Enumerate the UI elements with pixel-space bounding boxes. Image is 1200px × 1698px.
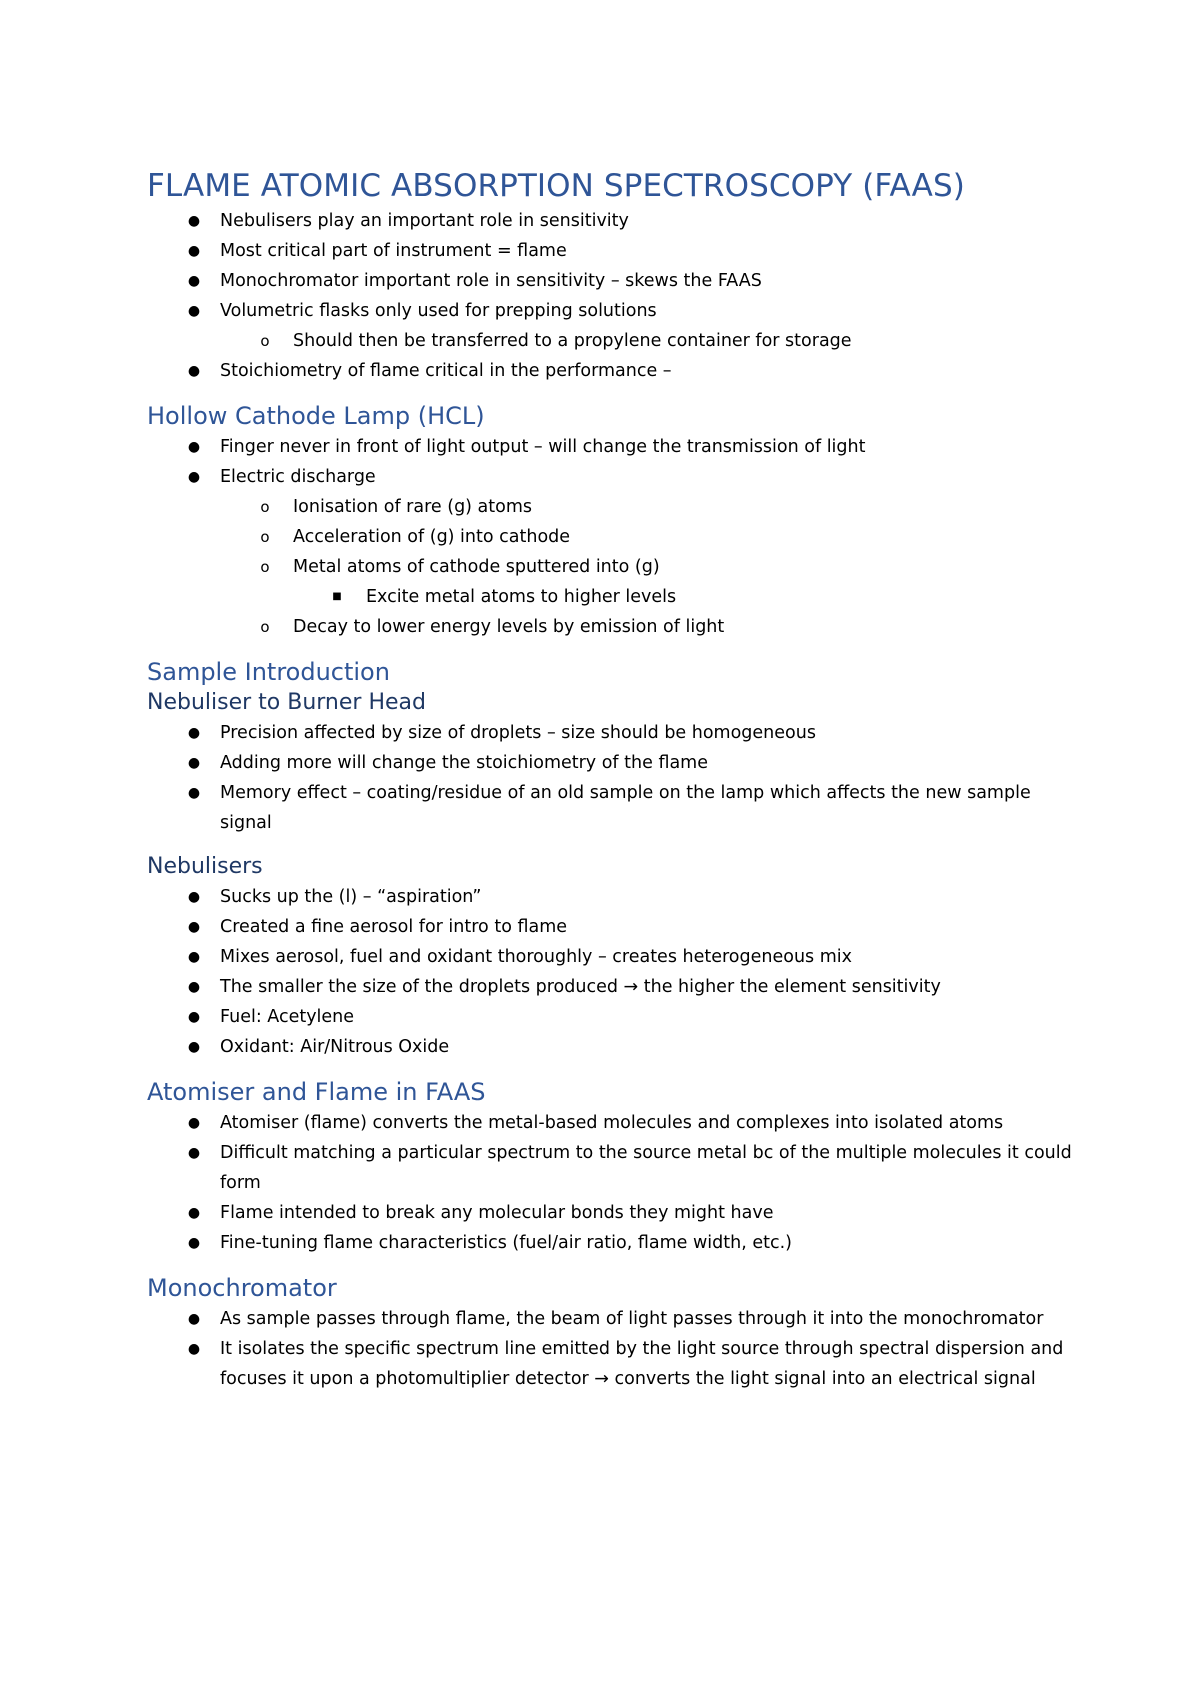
bullet-icon: ● xyxy=(187,1009,201,1025)
bullet-icon: ● xyxy=(187,469,201,485)
section-heading-atomiser: Atomiser and Flame in FAAS xyxy=(147,1078,486,1106)
bullet-icon: ● xyxy=(187,243,201,259)
bullet-icon: ● xyxy=(187,785,201,801)
section-heading-sample-introduction: Sample Introduction xyxy=(147,658,390,686)
list-item: ● Electric discharge xyxy=(147,462,1077,492)
list-item: ● Sucks up the (l) – “aspiration” xyxy=(147,882,1077,912)
sub-list-item: o Acceleration of (g) into cathode xyxy=(147,522,1077,552)
list-item: ● It isolates the specific spectrum line emitted by the light source through spectral dispersion and focuses it upon a photomultiplier detector → converts the light signal into an electrical signal xyxy=(147,1334,1077,1394)
bullet-icon: ● xyxy=(187,363,201,379)
bullet-icon: ● xyxy=(187,303,201,319)
bullet-icon: ● xyxy=(187,1039,201,1055)
bullet-icon: ● xyxy=(187,1115,201,1131)
circle-bullet-icon: o xyxy=(260,558,270,576)
bullet-icon: ● xyxy=(187,919,201,935)
list-item: ● Most critical part of instrument = flame xyxy=(147,236,1077,266)
bullet-icon: ● xyxy=(187,889,201,905)
list-item: ● Monochromator important role in sensitivity – skews the FAAS xyxy=(147,266,1077,296)
sub-list-item: o Metal atoms of cathode sputtered into (g) xyxy=(147,552,1077,582)
list-item: ● Difficult matching a particular spectrum to the source metal bc of the multiple molecules it could form xyxy=(147,1138,1077,1198)
sub-sub-list-item: ■ Excite metal atoms to higher levels xyxy=(147,582,1077,612)
intro-list xyxy=(147,206,1077,386)
list-item: ● Fuel: Acetylene xyxy=(147,1002,1077,1032)
list-item: ● Created a fine aerosol for intro to flame xyxy=(147,912,1077,942)
monochromator-list xyxy=(147,1304,1077,1394)
document-content xyxy=(147,166,1077,1394)
bullet-icon: ● xyxy=(187,1311,201,1327)
list-item: ● Atomiser (flame) converts the metal-based molecules and complexes into isolated atoms xyxy=(147,1108,1077,1138)
list-item: ● Nebulisers play an important role in sensitivity xyxy=(147,206,1077,236)
subsection-heading-nebulisers: Nebulisers xyxy=(147,854,263,879)
bullet-icon: ● xyxy=(187,273,201,289)
square-bullet-icon: ■ xyxy=(332,591,342,602)
section-heading-hcl: Hollow Cathode Lamp (HCL) xyxy=(147,402,485,430)
bullet-icon: ● xyxy=(187,1145,201,1161)
bullet-icon: ● xyxy=(187,755,201,771)
list-item: ● Adding more will change the stoichiometry of the flame xyxy=(147,748,1077,778)
sample-list xyxy=(147,718,1077,838)
list-item: ● Fine-tuning flame characteristics (fuel/air ratio, flame width, etc.) xyxy=(147,1228,1077,1258)
list-item: ● As sample passes through flame, the beam of light passes through it into the monochromator xyxy=(147,1304,1077,1334)
atomiser-list xyxy=(147,1108,1077,1258)
list-item: ● Stoichiometry of flame critical in the performance – xyxy=(147,356,1077,386)
list-item: ● Oxidant: Air/Nitrous Oxide xyxy=(147,1032,1077,1062)
bullet-icon: ● xyxy=(187,439,201,455)
list-item: ● Memory effect – coating/residue of an old sample on the lamp which affects the new sample signal xyxy=(147,778,1077,838)
bullet-icon: ● xyxy=(187,1341,201,1357)
list-item: ● The smaller the size of the droplets produced → the higher the element sensitivity xyxy=(147,972,1077,1002)
circle-bullet-icon: o xyxy=(260,498,270,516)
subsection-heading-nebuliser-burner: Nebuliser to Burner Head xyxy=(147,690,426,715)
bullet-icon: ● xyxy=(187,1205,201,1221)
list-item: ● Finger never in front of light output – will change the transmission of light xyxy=(147,432,1077,462)
list-item: ● Volumetric flasks only used for prepping solutions xyxy=(147,296,1077,326)
list-item: ● Mixes aerosol, fuel and oxidant thoroughly – creates heterogeneous mix xyxy=(147,942,1077,972)
sub-list-item: o Should then be transferred to a propylene container for storage xyxy=(147,326,1077,356)
hcl-list xyxy=(147,432,1077,642)
list-item: ● Precision affected by size of droplets – size should be homogeneous xyxy=(147,718,1077,748)
section-heading-monochromator: Monochromator xyxy=(147,1274,337,1302)
bullet-icon: ● xyxy=(187,949,201,965)
bullet-icon: ● xyxy=(187,1235,201,1251)
page-title: FLAME ATOMIC ABSORPTION SPECTROSCOPY (FAAS) xyxy=(147,168,965,204)
sub-list-item: o Ionisation of rare (g) atoms xyxy=(147,492,1077,522)
circle-bullet-icon: o xyxy=(260,332,270,350)
list-item: ● Flame intended to break any molecular bonds they might have xyxy=(147,1198,1077,1228)
circle-bullet-icon: o xyxy=(260,618,270,636)
sub-list-item: o Decay to lower energy levels by emission of light xyxy=(147,612,1077,642)
bullet-icon: ● xyxy=(187,979,201,995)
bullet-icon: ● xyxy=(187,213,201,229)
nebulisers-list xyxy=(147,882,1077,1062)
circle-bullet-icon: o xyxy=(260,528,270,546)
bullet-icon: ● xyxy=(187,725,201,741)
